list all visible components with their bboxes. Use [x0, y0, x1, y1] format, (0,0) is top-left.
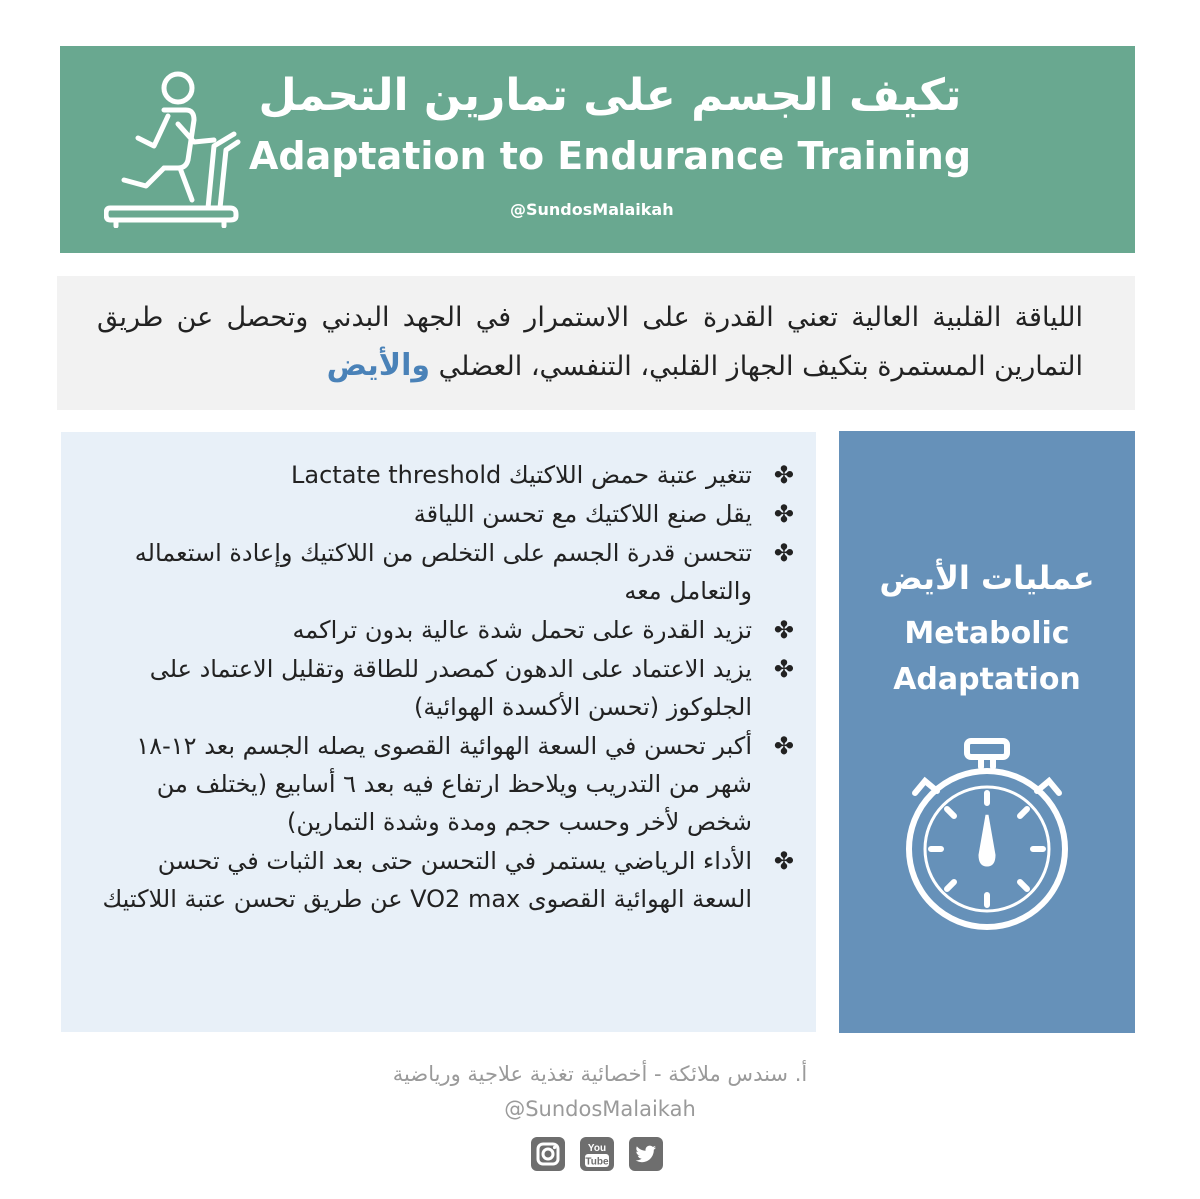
- bullet-icon: ✤: [773, 539, 794, 567]
- adaptations-list: [98, 456, 798, 919]
- footer-handle[interactable]: @SundosMalaikah: [504, 1097, 696, 1121]
- stopwatch-icon: [903, 737, 1071, 937]
- list-item: ✤ الأداء الرياضي يستمر في التحسن حتى بعد الثبات في تحسن السعة الهوائية القصوى VO2 max عن طريق تحسن عتبة اللاكتيك: [98, 842, 798, 918]
- bullet-icon: ✤: [773, 732, 794, 760]
- side-title-arabic: عمليات الأيض: [879, 559, 1095, 597]
- list-item: ✤ تزيد القدرة على تحمل شدة عالية بدون تراكمه: [98, 611, 798, 649]
- intro-box: [57, 276, 1135, 410]
- svg-text:Tube: Tube: [585, 1156, 609, 1168]
- title-arabic: تكيف الجسم على تمارين التحمل: [258, 70, 962, 121]
- metabolic-adaptation-panel: [839, 431, 1135, 1033]
- list-item: ✤ يزيد الاعتماد على الدهون كمصدر للطاقة وتقليل الاعتماد على الجلوكوز (تحسن الأكسدة الهوائية): [98, 650, 798, 726]
- footer-author: أ. سندس ملائكة - أخصائية تغذية علاجية ورياضية: [392, 1062, 808, 1086]
- adaptations-list-panel: [61, 432, 816, 1032]
- treadmill-runner-icon: [104, 68, 244, 228]
- bullet-icon: ✤: [773, 500, 794, 528]
- header-banner: [60, 46, 1135, 253]
- intro-highlight: والأيض: [326, 348, 431, 383]
- twitter-icon[interactable]: [628, 1136, 664, 1172]
- bullet-icon: ✤: [773, 461, 794, 489]
- title-english: Adaptation to Endurance Training: [248, 134, 972, 178]
- intro-text: اللياقة القلبية العالية تعني القدرة على الاستمرار في الجهد البدني وتحصل عن طريق التمارين المستمرة بتكيف الجهاز القلبي، التنفسي، العضلي: [97, 302, 1083, 382]
- list-item: ✤ أكبر تحسن في السعة الهوائية القصوى يصله الجسم بعد ١٢-١٨ شهر من التدريب ويلاحظ ارتفاع فيه بعد ٦ أسابيع (يختلف من شخص لأخر وحسب حجم ومدة وشدة التمارين): [98, 727, 798, 841]
- list-item: ✤ تتغير عتبة حمض اللاكتيك Lactate threshold: [98, 456, 798, 494]
- author-handle: @SundosMalaikah: [510, 200, 674, 219]
- bullet-icon: ✤: [773, 655, 794, 683]
- instagram-icon[interactable]: [530, 1136, 566, 1172]
- bullet-icon: ✤: [773, 847, 794, 875]
- side-title-english: Metabolic Adaptation: [893, 616, 1081, 697]
- bullet-icon: ✤: [773, 616, 794, 644]
- list-item: ✤ تتحسن قدرة الجسم على التخلص من اللاكتيك وإعادة استعماله والتعامل معه: [98, 534, 798, 610]
- youtube-icon[interactable]: [579, 1136, 615, 1172]
- svg-text:You: You: [587, 1143, 607, 1154]
- list-item: ✤ يقل صنع اللاكتيك مع تحسن اللياقة: [98, 495, 798, 533]
